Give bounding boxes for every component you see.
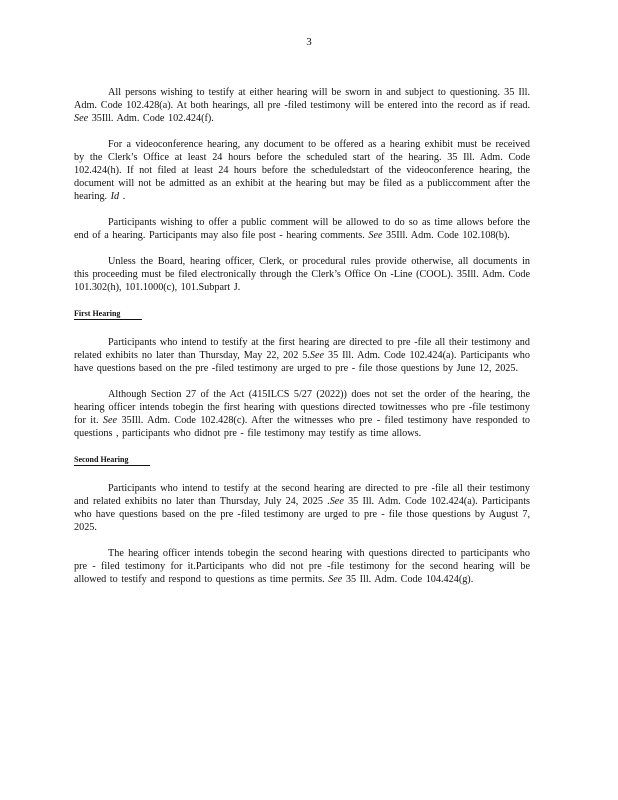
paragraph: Participants wishing to offer a public comment will be allowed to do so as time allows before the end of a hearing. Participants may also file post - hearing comments. See 35Ill. Adm. Code 102.108(b).	[74, 217, 530, 241]
page-number: 3	[306, 36, 312, 48]
paragraph: The hearing officer intends tobegin the second hearing with questions directed to participants who pre - filed testimony for it.Participants who did not pre -file testimony for the second hearing will be allowed to testify and respond to questions as time permits. See 35 Ill. Adm. Code 104.424(g).	[74, 548, 530, 585]
section-heading-first-hearing: First Hearing	[74, 309, 142, 320]
paragraph: Unless the Board, hearing officer, Clerk, or procedural rules provide otherwise, all documents in this proceeding must be filed electronically through the Clerk’s Office On -Line (COOL). 35Ill. Adm. Code 101.302(h), 101.1000(c), 101.Subpart J.	[74, 256, 530, 293]
document-body	[74, 86, 530, 599]
paragraph: For a videoconference hearing, any document to be offered as a hearing exhibit must be received by the Clerk’s Office at least 24 hours before the scheduled start of the hearing. 35 Ill. Adm. Code 102.424(h). If not filed at least 24 hours before the scheduledstart of the videoconference hearing, the document will not be admitted as an exhibit at the hearing but may be filed as a publiccomment after the hearing. Id .	[74, 139, 530, 202]
paragraph: Although Section 27 of the Act (415ILCS 5/27 (2022)) does not set the order of the hearing, the hearing officer intends tobegin the first hearing with questions directed towitnesses who pre -file testimony for it. See 35Ill. Adm. Code 102.428(c). After the witnesses who pre - filed testimony have responded to questions , participants who didnot pre - file testimony may testify as time allows.	[74, 389, 530, 439]
paragraph: Participants who intend to testify at the second hearing are directed to pre -file all their testimony and related exhibits no later than Thursday, July 24, 2025 .See 35 Ill. Adm. Code 102.424(a). Participants who have questions based on the pre -filed testimony are urged to pre - file those questions by August 7, 2025.	[74, 483, 530, 533]
section-heading-second-hearing: Second Hearing	[74, 455, 150, 466]
paragraph: Participants who intend to testify at the first hearing are directed to pre -file all their testimony and related exhibits no later than Thursday, May 22, 202 5.See 35 Ill. Adm. Code 102.424(a). Participants who have questions based on the pre -filed testimony are urged to pre - file those questions by June 12, 2025.	[74, 337, 530, 374]
paragraph: All persons wishing to testify at either hearing will be sworn in and subject to questioning. 35 Ill. Adm. Code 102.428(a). At both hearings, all pre -filed testimony will be entered into the record as if read. See 35Ill. Adm. Code 102.424(f).	[74, 87, 530, 124]
